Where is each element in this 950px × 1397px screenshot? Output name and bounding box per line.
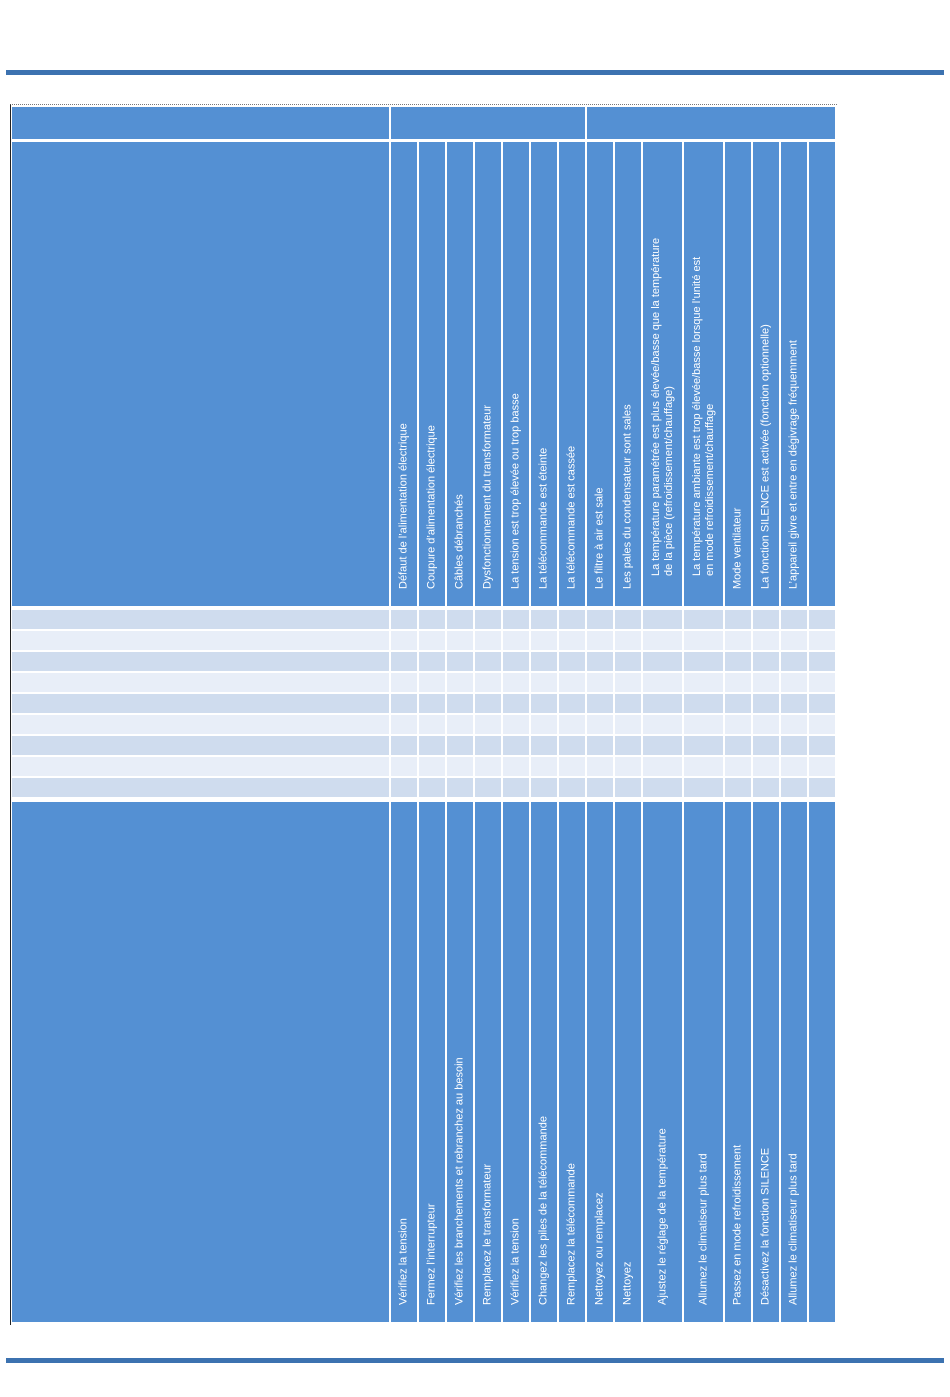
symptom-cell [447,694,473,713]
symptom-cell [559,610,585,629]
symptom-cell [475,673,501,692]
symptom-cell [587,610,613,629]
symptom-cell [781,610,807,629]
symptom-cell [475,652,501,671]
symptom-cell [587,757,613,776]
symptom-cell [475,757,501,776]
symptom-cell [615,736,641,755]
symptom-row-label [12,652,389,671]
symptom-cell [559,652,585,671]
cell-text: Défaut de l’alimentation électrique [397,423,410,589]
symptom-cell [447,652,473,671]
symptom-cell [587,715,613,734]
symptom-cell [419,673,445,692]
symptom-cell [643,694,682,713]
symptom-cell [391,631,417,650]
symptom-cell [531,715,557,734]
symptom-cell [781,652,807,671]
symptom-cell [559,631,585,650]
symptom-cell [615,673,641,692]
solution-cell [615,802,641,1322]
symptom-cell [684,715,723,734]
symptom-cell [447,736,473,755]
solution-cell [753,802,779,1322]
symptom-row-label [12,610,389,629]
cause-cell [684,142,723,606]
cell-text: Ajustez le réglage de la température [656,1128,668,1305]
symptom-row-label [12,757,389,776]
cause-cell [587,142,613,606]
symptom-row-label [12,673,389,692]
cause-cell [781,142,807,606]
symptom-cell [391,610,417,629]
cause-cell [475,142,501,606]
symptom-cell [781,673,807,692]
symptom-cell [559,715,585,734]
symptom-cell [809,610,835,629]
cell-text: Changez les piles de la télécommande [537,1116,550,1305]
symptom-cell [615,694,641,713]
symptom-cell [781,736,807,755]
symptom-cell [503,673,529,692]
symptom-cell [781,715,807,734]
header-rule [6,70,944,75]
symptom-cell [475,715,501,734]
symptom-cell [643,757,682,776]
symptom-cell [447,715,473,734]
symptom-cell [503,736,529,755]
solution-cell [559,802,585,1322]
cell-text: La fonction SILENCE est activée (fonction optionnelle) [759,324,772,589]
symptom-cell [447,778,473,797]
cell-text: Les pales du condensateur sont sales [621,404,634,589]
symptom-cell [809,715,835,734]
solution-cell [475,802,501,1322]
symptom-cell [559,778,585,797]
cell-text: Allumez le climatiseur plus tard [787,1153,800,1305]
symptom-cell [447,631,473,650]
symptom-cell [725,652,751,671]
symptom-row-label [12,736,389,755]
cause-cell [753,142,779,606]
cell-text: Vérifiez la tension [509,1218,522,1305]
symptom-cell [684,610,723,629]
symptom-cell [809,778,835,797]
solution-cell [391,802,417,1322]
symptom-cell [531,673,557,692]
symptom-cell [725,610,751,629]
symptom-cell [615,652,641,671]
symptom-cell [587,736,613,755]
cell-text: Coupure d’alimentation électrique [425,425,438,589]
solution-cell [447,802,473,1322]
cell-text: Mode ventilateur [731,507,744,589]
cell-text: Vérifiez les branchements et rebranchez au besoin [453,1057,466,1305]
symptom-cell [725,631,751,650]
cause-cell [643,142,682,606]
symptom-cell [391,715,417,734]
cause-cell [419,142,445,606]
symptom-cell [391,757,417,776]
cause-cell [615,142,641,606]
symptom-cell [503,610,529,629]
symptom-cell [475,631,501,650]
symptom-cell [809,631,835,650]
symptom-cell [781,778,807,797]
symptom-cell [447,610,473,629]
symptom-cell [781,757,807,776]
symptom-cell [684,736,723,755]
cell-text: Remplacez le transformateur [481,1163,494,1305]
symptom-cell [684,673,723,692]
troubleshooting-table [10,104,837,1325]
symptom-cell [753,778,779,797]
symptom-cell [753,610,779,629]
symptom-cell [531,631,557,650]
symptom-cell [809,736,835,755]
symptom-cell [809,673,835,692]
cell-text: La télécommande est cassée [565,445,578,589]
symptom-cell [587,778,613,797]
symptom-cell [753,631,779,650]
symptom-cell [419,631,445,650]
symptom-cell [725,757,751,776]
symptom-cell [725,673,751,692]
symptom-cell [809,757,835,776]
cause-cell [447,142,473,606]
cell-text: Passez en mode refroidissement [731,1144,744,1305]
header-band-group-1 [391,107,585,139]
symptom-cell [753,694,779,713]
symptom-cell [475,736,501,755]
symptom-row-label [12,694,389,713]
symptom-cell [531,778,557,797]
symptom-cell [643,736,682,755]
cell-text: Remplacez la télécommande [565,1163,578,1305]
symptom-cell [643,673,682,692]
cell-text: La télécommande est éteinte [537,447,550,589]
symptom-cell [753,736,779,755]
symptom-cell [725,694,751,713]
symptom-cell [531,736,557,755]
footer-rule [6,1358,944,1363]
cell-text: L’appareil givre et entre en dégivrage fréquemment [787,340,800,589]
cell-text: Vérifiez la tension [397,1218,410,1305]
symptom-cell [419,694,445,713]
cell-text: Allumez le climatiseur plus tard [697,1153,709,1305]
symptom-cell [419,778,445,797]
symptom-cell [531,757,557,776]
cell-text: Désactivez la fonction SILENCE [759,1147,772,1305]
symptom-cell [587,694,613,713]
symptom-cell [531,610,557,629]
symptom-cell [559,757,585,776]
symptom-cell [559,673,585,692]
cause-cell [559,142,585,606]
cause-cell [391,142,417,606]
symptom-cell [503,778,529,797]
cell-text: Dysfonctionnement du transformateur [481,404,494,589]
symptom-cell [684,757,723,776]
symptom-cell [753,652,779,671]
symptom-cell [684,778,723,797]
symptom-cell [615,757,641,776]
symptom-cell [559,736,585,755]
symptom-cell [643,610,682,629]
solution-cell [587,802,613,1322]
symptom-cell [684,631,723,650]
causes-row-label [12,142,389,606]
cell-text: Nettoyez ou remplacez [593,1192,606,1305]
symptom-cell [643,652,682,671]
symptom-cell [587,631,613,650]
symptom-cell [725,736,751,755]
symptom-cell [587,652,613,671]
symptom-cell [475,694,501,713]
symptom-row-label [12,778,389,797]
symptom-cell [503,694,529,713]
symptom-cell [809,652,835,671]
symptom-cell [725,778,751,797]
symptom-cell [531,694,557,713]
header-band-group-2 [587,107,835,139]
cell-text: La température ambiante est trop élevée/basse lorsque l’unité est en mode refroidissement/chauffage [690,256,716,576]
cell-text: La température paramétrée est plus élevée/basse que la température de la pièce (refroidissement/chauffage) [649,237,675,576]
symptom-cell [419,715,445,734]
symptom-cell [615,610,641,629]
symptom-cell [643,715,682,734]
symptom-cell [753,757,779,776]
symptom-cell [503,715,529,734]
cell-text: La tension est trop élevée ou trop basse [509,393,522,589]
symptom-cell [615,715,641,734]
symptom-cell [475,778,501,797]
cause-cell [809,142,835,606]
symptom-cell [643,631,682,650]
symptom-cell [503,652,529,671]
symptom-cell [753,715,779,734]
symptom-cell [391,652,417,671]
symptom-cell [447,757,473,776]
symptom-cell [684,694,723,713]
solution-cell [503,802,529,1322]
symptom-cell [503,757,529,776]
symptom-cell [419,610,445,629]
symptom-cell [559,694,585,713]
symptom-cell [447,673,473,692]
cell-text: Câbles débranchés [453,494,466,589]
symptom-cell [419,652,445,671]
symptom-cell [475,610,501,629]
symptom-cell [781,694,807,713]
symptom-cell [391,736,417,755]
solution-cell [643,802,682,1322]
cause-cell [725,142,751,606]
symptom-cell [725,715,751,734]
solution-cell [809,802,835,1322]
symptom-cell [809,694,835,713]
symptom-row-label [12,715,389,734]
symptom-cell [587,673,613,692]
solution-cell [531,802,557,1322]
solution-cell [419,802,445,1322]
symptom-cell [391,778,417,797]
cause-cell [531,142,557,606]
symptom-cell [391,673,417,692]
header-band-label [12,107,389,139]
symptom-cell [684,652,723,671]
solutions-row-label [12,802,389,1322]
symptom-cell [419,736,445,755]
symptom-cell [391,694,417,713]
solution-cell [781,802,807,1322]
cell-text: Nettoyez [621,1261,634,1305]
symptom-cell [643,778,682,797]
solution-cell [725,802,751,1322]
symptom-cell [503,631,529,650]
symptom-cell [781,631,807,650]
cell-text: Fermez l’interrupteur [425,1203,438,1305]
symptom-cell [531,652,557,671]
cell-text: Le filtre à air est sale [593,487,606,589]
solution-cell [684,802,723,1322]
cause-cell [503,142,529,606]
symptom-cell [615,631,641,650]
symptom-cell [615,778,641,797]
symptom-cell [419,757,445,776]
symptom-cell [753,673,779,692]
symptom-row-label [12,631,389,650]
